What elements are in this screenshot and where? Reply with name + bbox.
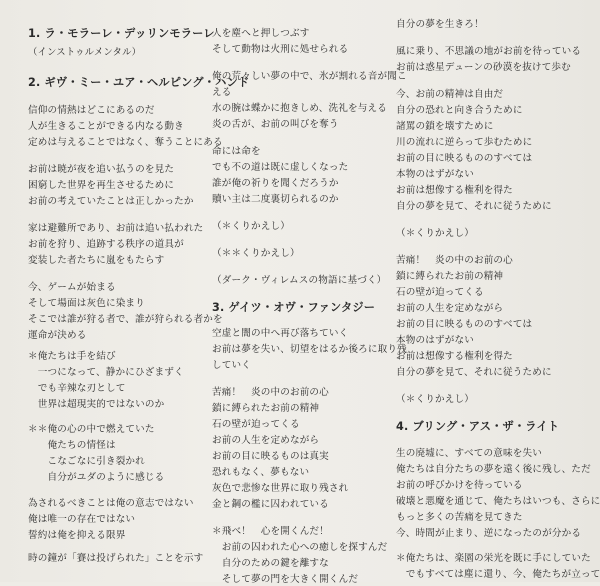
lyric-line: こなごなに引き裂かれ xyxy=(28,456,145,467)
lyric-line: 一つになって、静かにひざまずく xyxy=(28,367,184,378)
lyric-line: 世界は超現実的ではないのか xyxy=(28,399,165,410)
lyric-line: お前の目に映るものは真実 xyxy=(212,451,329,462)
lyric-line: （＊くりかえし） xyxy=(396,228,474,239)
lyric-line: 定めは与えることではなく、奪うことにある xyxy=(28,137,223,148)
lyric-line: お前は想像する権利を得た xyxy=(396,185,513,196)
lyric-line: 家は避難所であり、お前は追い払われた xyxy=(28,223,204,234)
lyric-line: お前の考えていたことは正しかったか xyxy=(28,196,194,207)
lyric-line: 恐れもなく、夢もない xyxy=(212,467,310,478)
song-subtitle: （インストゥルメンタル） xyxy=(28,47,142,58)
lyric-line: 今、お前の精神は自由だ xyxy=(396,89,504,100)
lyric-line: （ダーク・ヴィレムスの物語に基づく） xyxy=(212,275,387,286)
lyric-line: （＊＊くりかえし） xyxy=(212,248,300,259)
lyric-line: ＊＊俺の心の中で燃えていた xyxy=(28,424,155,435)
lyric-line: でもすべては塵に還り、今、俺たちが立って xyxy=(396,569,600,580)
lyric-line: 俺の荒々しい夢の中で、氷が割れる音が聞こ xyxy=(212,71,407,82)
lyric-line: （＊くりかえし） xyxy=(212,221,290,232)
lyric-line: 自分の夢を生きろ！ xyxy=(396,19,484,30)
lyric-line: 変装した者たちに嵐をもたらす xyxy=(28,255,165,266)
lyric-line: 苦痛！ 炎の中のお前の心 xyxy=(212,387,329,398)
lyric-line: 苦痛！ 炎の中のお前の心 xyxy=(396,255,513,266)
lyric-line: 自分がユダのように感じる xyxy=(28,472,165,483)
lyric-line: お前の目に映るもののすべては xyxy=(396,319,533,330)
lyric-line: 自分の夢を見て、それに従うために xyxy=(396,201,552,212)
song-title: 2. ギヴ・ミー・ユア・ヘルピング・ハンド xyxy=(28,76,250,89)
lyric-line: 灰色で悲惨な世界に取り残され xyxy=(212,483,349,494)
lyric-line: もっと多くの苦痛を見てきた xyxy=(396,512,523,523)
lyric-line: 生の廃墟に、すべての意味を失い xyxy=(396,448,542,459)
lyric-line: 本物のはずがない xyxy=(396,335,474,346)
lyric-line: 時の鐘が「賽は投げられた」ことを示す xyxy=(28,553,204,564)
song-title: 3. ゲイツ・オヴ・ファンタジー xyxy=(212,301,376,314)
lyric-line: 信仰の情熱はどこにあるのだ xyxy=(28,105,155,116)
lyric-line: お前は暁が夜を追い払うのを見た xyxy=(28,164,175,175)
lyric-line: ＊飛べ！ 心を開くんだ！ xyxy=(212,526,329,537)
lyric-line: 贖い主は二度裏切られるのか xyxy=(212,194,339,205)
lyric-line: 空虚と闇の中へ再び落ちていく xyxy=(212,328,349,339)
lyric-line: 自分のための鍵を離すな xyxy=(212,558,329,569)
lyric-line: 人を塵へと押しつぶす xyxy=(212,28,310,39)
lyric-line: お前を狩り、追跡する秩序の道具が xyxy=(28,239,184,250)
lyric-line: そこでは誰が狩る者で、誰が狩られる者かを xyxy=(28,314,223,325)
lyric-line: でも辛辣な刃として xyxy=(28,383,126,394)
lyric-line: 誰が俺の祈りを聞くだろうか xyxy=(212,178,339,189)
lyric-line: 困窮した世界を再生させるために xyxy=(28,180,175,191)
lyric-line: そして動物は火刑に処せられる xyxy=(212,44,349,55)
lyric-line: 水の腕は蝶かに抱きしめ、洗礼を与える xyxy=(212,103,388,114)
lyric-line: 諸罵の鎖を壊すために xyxy=(396,121,494,132)
lyric-line: お前の人生を定めながら xyxy=(212,435,320,446)
lyric-line: お前は惑星デューンの砂漠を抜けて歩む xyxy=(396,62,571,73)
lyric-line: していく xyxy=(212,360,251,371)
lyric-line: お前は夢を失い、切望をはるか後ろに取り残 xyxy=(212,344,407,355)
lyric-line: 俺は唯一の存在ではない xyxy=(28,514,136,525)
lyric-line: える xyxy=(212,87,232,98)
lyric-line: 破壊と悪魔を通じて、俺たちはいつも、さらに xyxy=(396,496,600,507)
lyric-line: ＊俺たちは、楽園の栄光を既に手にしていた xyxy=(396,553,591,564)
lyric-line: 今、ゲームが始まる xyxy=(28,282,116,293)
lyric-line: 石の壁が迫ってくる xyxy=(396,287,484,298)
lyric-line: お前は想像する権利を得た xyxy=(396,351,513,362)
lyric-line: お前の囚われた心への癒しを探すんだ xyxy=(212,542,388,553)
lyric-line: 炎の舌が、お前の叫びを奪う xyxy=(212,119,339,130)
lyric-line: 本物のはずがない xyxy=(396,169,474,180)
lyric-line: お前の人生を定めながら xyxy=(396,303,504,314)
lyric-line: そして場面は灰色に染まり xyxy=(28,298,145,309)
lyric-line: 金と鋼の檻に囚われている xyxy=(212,499,329,510)
lyric-line: 俺たちは自分たちの夢を遠く後に残し、ただ xyxy=(396,464,591,475)
lyric-line: 鎖に縛られたお前の精神 xyxy=(212,403,320,414)
lyric-line: 石の壁が迫ってくる xyxy=(212,419,300,430)
lyric-line: お前の呼びかけを待っている xyxy=(396,480,523,491)
lyric-line: 自分の夢を見て、それに従うために xyxy=(396,367,552,378)
song-title: 1. ラ・モラーレ・デッリンモラーレ xyxy=(28,27,215,40)
lyric-line: でも不の道は既に虚しくなった xyxy=(212,162,349,173)
lyric-line: 自分の恐れと向き合うために xyxy=(396,105,523,116)
lyric-line: 川の流れに逆らって歩むために xyxy=(396,137,533,148)
lyric-line: お前の目に映るもののすべては xyxy=(396,153,533,164)
lyric-line: ＊俺たちは手を結び xyxy=(28,351,116,362)
lyric-line: 今、時間が止まり、逆になったのが分かる xyxy=(396,528,582,539)
lyric-line: 俺たちの情怪は xyxy=(28,440,116,451)
lyric-line: 人が生きることができる内なる動き xyxy=(28,121,184,132)
lyric-line: 鎖に縛られたお前の精神 xyxy=(396,271,504,282)
lyric-line: 運命が決める xyxy=(28,330,87,341)
lyric-line: 風に乗り、不思議の地がお前を待っている xyxy=(396,46,582,57)
song-title: 4. ブリング・アス・ザ・ライト xyxy=(396,420,560,433)
lyric-line: 為されるべきことは俺の意志ではない xyxy=(28,498,194,509)
lyric-line: そして夢の門を大きく開くんだ xyxy=(212,574,359,585)
lyric-line: 誓約は俺を抑える限界 xyxy=(28,530,126,541)
lyric-line: （＊くりかえし） xyxy=(396,394,474,405)
lyric-line: 命には命を xyxy=(212,146,261,157)
